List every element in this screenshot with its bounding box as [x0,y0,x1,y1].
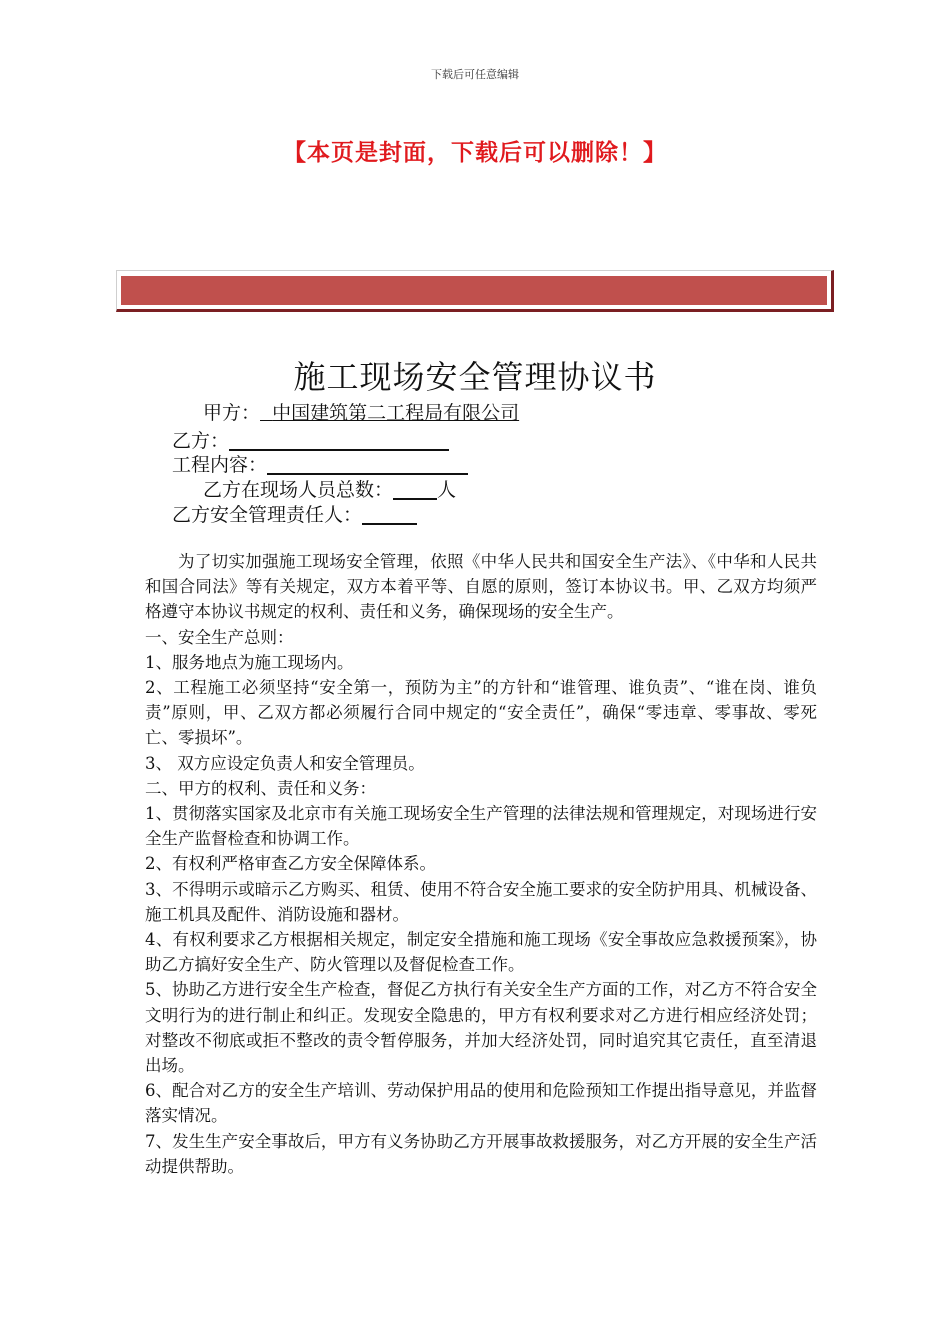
decorative-banner [116,270,834,312]
banner-bar [121,276,827,305]
project-line [172,450,468,477]
clause: 3、不得明示或暗示乙方购买、租赁、使用不符合安全施工要求的安全防护用具、机械设备、施工机具及配件、消防设施和器材。 [145,879,817,924]
agreement-body [145,549,817,1179]
responsible-blank[interactable] [362,503,417,525]
party-b-blank[interactable] [229,429,449,451]
headcount-label: 乙方在现场人员总数： [203,479,394,501]
party-b-label: 乙方： [172,430,230,452]
responsible-line [172,500,417,527]
cover-delete-notice: 【本页是封面，下载后可以删除！】 [283,140,667,166]
headcount-blank[interactable] [393,478,437,500]
clause: 2、工程施工必须坚持“安全第一，预防为主”的方针和“谁管理、谁负责”、“谁在岗、谁负责”原则，甲、乙双方都必须履行合同中规定的“安全责任”，确保“零违章、零事故、零死亡、零损坏”。 [145,678,817,748]
party-a-label: 甲方： [203,402,261,424]
section-heading: 一、安全生产总则： [145,627,294,647]
responsible-label: 乙方安全管理责任人： [172,504,363,526]
clause: 1、贯彻落实国家及北京市有关施工现场安全生产管理的法律法规和管理规定，对现场进行安全生产监督检查和协调工作。 [145,804,817,849]
clause: 4、有权利要求乙方根据相关规定，制定安全措施和施工现场《安全事故应急救援预案》，协助乙方搞好安全生产、防火管理以及督促检查工作。 [145,930,817,975]
clause: 3、 双方应设定负责人和安全管理员。 [145,753,425,773]
party-a-line [203,398,519,425]
clause: 6、配合对乙方的安全生产培训、劳动保护用品的使用和危险预知工作提出指导意见，并监督落实情况。 [145,1081,817,1126]
party-a-value: 中国建筑第二工程局有限公司 [272,402,520,424]
clause: 2、有权利严格审查乙方安全保障体系。 [145,854,436,874]
project-label: 工程内容： [172,454,268,476]
page-header-note: 下载后可任意编辑 [431,68,519,81]
intro-paragraph: 为了切实加强施工现场安全管理，依照《中华人民共和国安全生产法》、《中华和人民共和国合同法》等有关规定，双方本着平等、自愿的原则，签订本协议书。甲、乙双方均须严格遵守本协议书规定的权利、责任和义务，确保现场的安全生产。 [145,552,817,622]
clause: 5、协助乙方进行安全生产检查，督促乙方执行有关安全生产方面的工作，对乙方不符合安全文明行为的进行制止和纠正。发现安全隐患的，甲方有权利要求对乙方进行相应经济处罚；对整改不彻底或拒不整改的责令暂停服务，并加大经济处罚，同时追究其它责任，直至清退出场。 [145,980,817,1076]
document-title: 施工现场安全管理协议书 [293,358,657,396]
project-blank[interactable] [267,453,468,475]
section-heading: 二、甲方的权利、责任和义务： [145,778,376,798]
clause: 7、发生生产安全事故后，甲方有义务协助乙方开展事故救援服务，对乙方开展的安全生产活动提供帮助。 [145,1131,817,1176]
party-b-line [172,426,449,453]
headcount-unit: 人 [437,479,457,501]
headcount-line [203,475,456,502]
clause: 1、服务地点为施工现场内。 [145,652,354,672]
